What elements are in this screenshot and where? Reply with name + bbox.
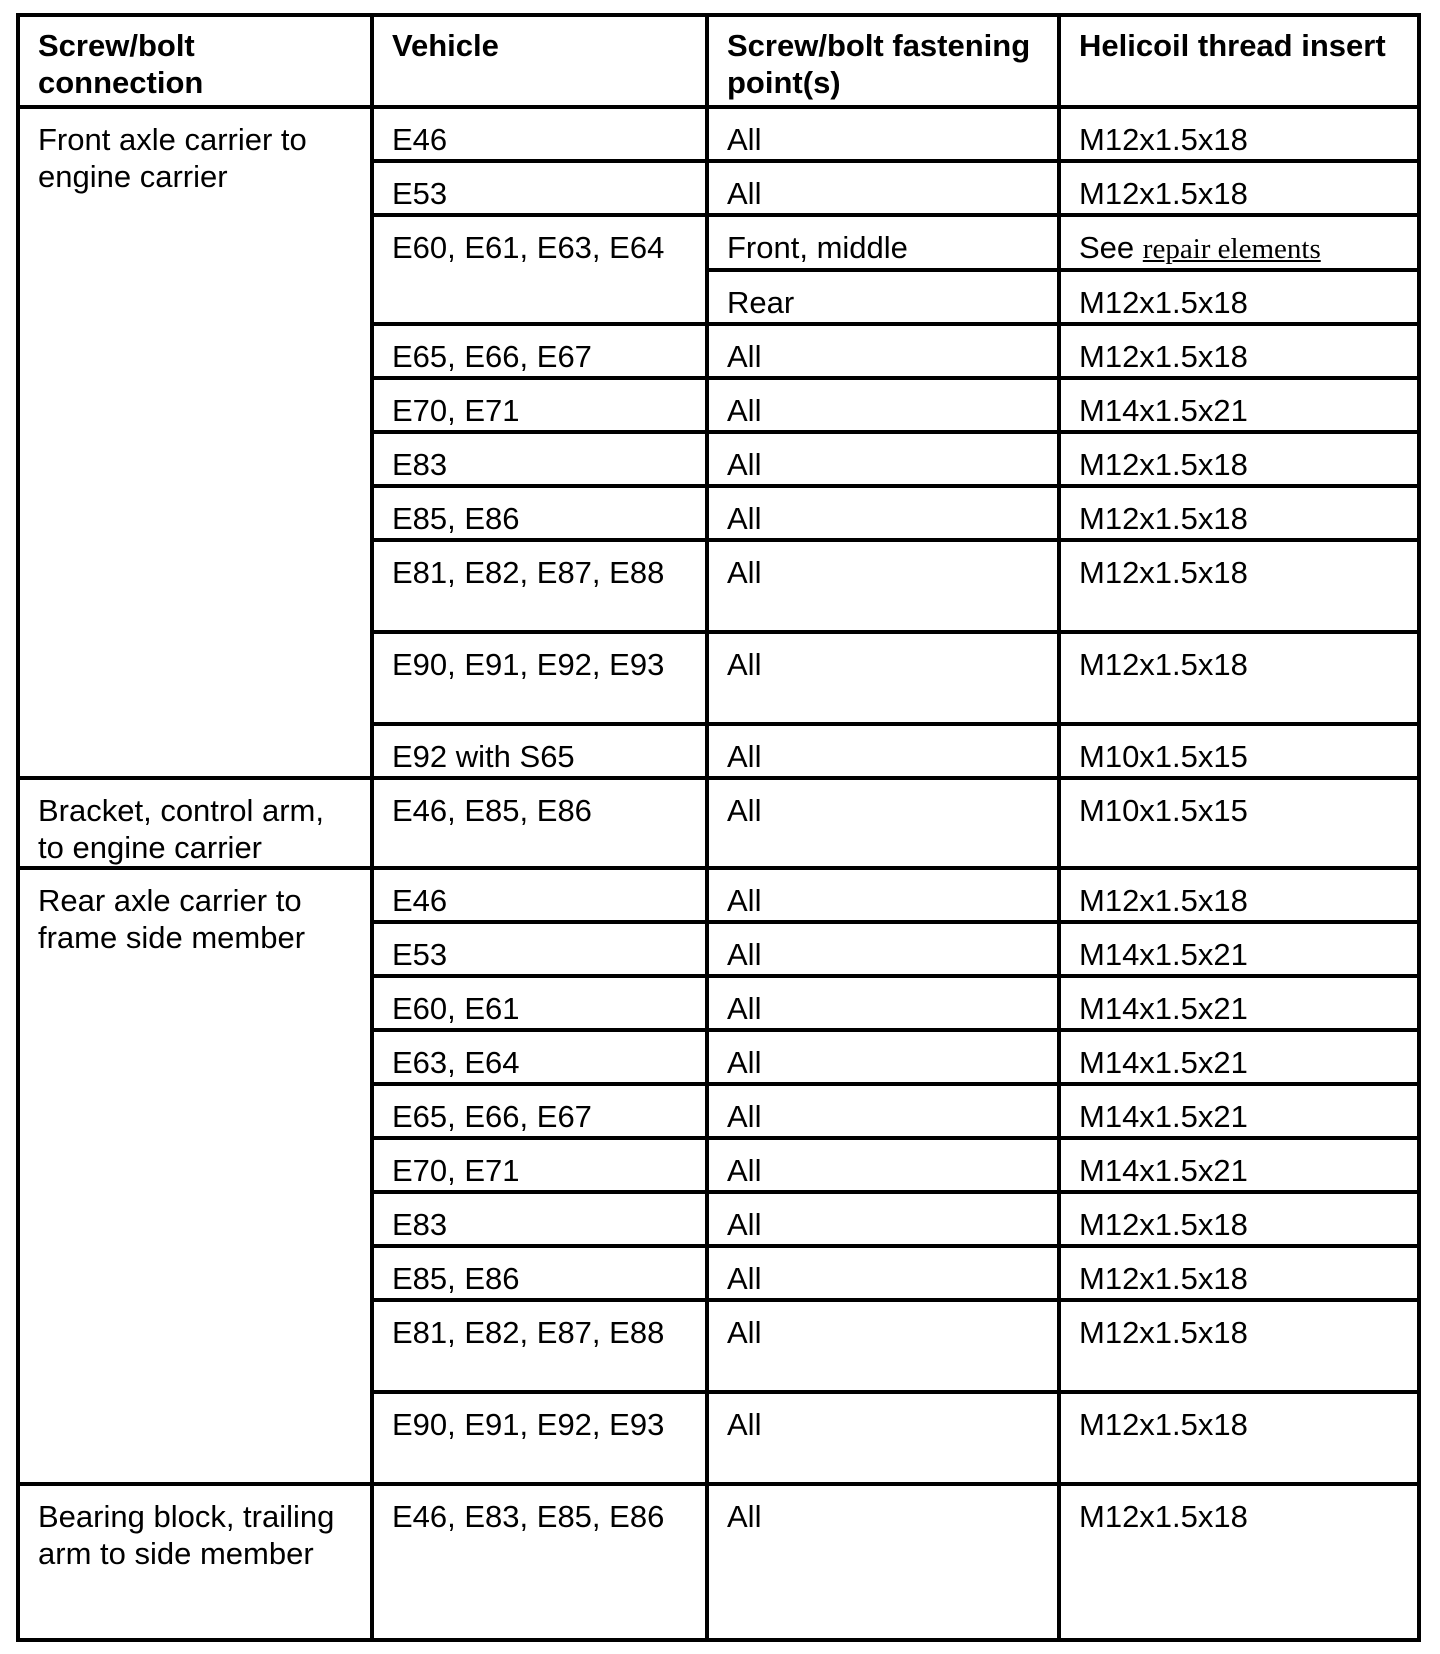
vehicle-cell: E81, E82, E87, E88 [372, 1300, 707, 1392]
fastening-point-cell: All [707, 1484, 1059, 1640]
fastening-point-cell: All [707, 1300, 1059, 1392]
header-connection: Screw/bolt connection [18, 15, 372, 107]
insert-cell: M10x1.5x15 [1059, 778, 1419, 868]
fastening-point-cell: All [707, 922, 1059, 976]
fastening-point-cell: All [707, 778, 1059, 868]
fastening-point-cell: All [707, 107, 1059, 161]
vehicle-cell: E92 with S65 [372, 724, 707, 778]
vehicle-cell: E53 [372, 161, 707, 215]
vehicle-cell: E90, E91, E92, E93 [372, 1392, 707, 1484]
insert-cell [1059, 215, 1419, 270]
vehicle-cell: E83 [372, 1192, 707, 1246]
vehicle-cell: E85, E86 [372, 1246, 707, 1300]
insert-cell: M12x1.5x18 [1059, 486, 1419, 540]
vehicle-cell: E46, E85, E86 [372, 778, 707, 868]
insert-cell: M12x1.5x18 [1059, 1484, 1419, 1640]
fastening-point-cell: All [707, 324, 1059, 378]
insert-prefix: See [1079, 230, 1135, 265]
insert-cell: M14x1.5x21 [1059, 1138, 1419, 1192]
vehicle-cell: E70, E71 [372, 1138, 707, 1192]
vehicle-cell: E46 [372, 107, 707, 161]
vehicle-cell: E63, E64 [372, 1030, 707, 1084]
insert-cell: M14x1.5x21 [1059, 1030, 1419, 1084]
insert-cell: M12x1.5x18 [1059, 107, 1419, 161]
fastening-point-cell: Front, middle [707, 215, 1059, 270]
fastening-point-cell: All [707, 161, 1059, 215]
fastening-point-cell: All [707, 1192, 1059, 1246]
insert-cell: M12x1.5x18 [1059, 161, 1419, 215]
insert-cell: M12x1.5x18 [1059, 632, 1419, 724]
vehicle-cell: E46, E83, E85, E86 [372, 1484, 707, 1640]
fastening-point-cell: All [707, 540, 1059, 632]
connection-cell: Bearing block, trailing arm to side member [18, 1484, 372, 1640]
table-row [18, 1484, 1419, 1640]
insert-cell: M12x1.5x18 [1059, 432, 1419, 486]
insert-cell: M14x1.5x21 [1059, 1084, 1419, 1138]
vehicle-cell: E65, E66, E67 [372, 1084, 707, 1138]
fastening-point-cell: All [707, 486, 1059, 540]
header-fastening-points: Screw/bolt fastening point(s) [707, 15, 1059, 107]
vehicle-cell: E70, E71 [372, 378, 707, 432]
connection-cell: Rear axle carrier to frame side member [18, 868, 372, 1484]
header-row [18, 15, 1419, 107]
fastening-point-cell: All [707, 1030, 1059, 1084]
vehicle-cell: E60, E61, E63, E64 [372, 215, 707, 324]
insert-cell: M12x1.5x18 [1059, 270, 1419, 324]
insert-cell: M12x1.5x18 [1059, 1246, 1419, 1300]
insert-cell: M12x1.5x18 [1059, 324, 1419, 378]
connection-cell: Bracket, control arm, to engine carrier [18, 778, 372, 868]
fastening-point-cell: Rear [707, 270, 1059, 324]
table-row [18, 868, 1419, 922]
fastening-point-cell: All [707, 378, 1059, 432]
vehicle-cell: E65, E66, E67 [372, 324, 707, 378]
fastening-point-cell: All [707, 724, 1059, 778]
insert-cell: M12x1.5x18 [1059, 1300, 1419, 1392]
fastening-point-cell: All [707, 868, 1059, 922]
helicoil-table [16, 13, 1421, 1642]
fastening-point-cell: All [707, 976, 1059, 1030]
insert-cell: M12x1.5x18 [1059, 540, 1419, 632]
vehicle-cell: E83 [372, 432, 707, 486]
vehicle-cell: E53 [372, 922, 707, 976]
repair-elements-link[interactable]: repair elements [1142, 233, 1321, 265]
insert-cell: M14x1.5x21 [1059, 378, 1419, 432]
fastening-point-cell: All [707, 1246, 1059, 1300]
table-row [18, 778, 1419, 868]
fastening-point-cell: All [707, 1138, 1059, 1192]
fastening-point-cell: All [707, 1084, 1059, 1138]
fastening-point-cell: All [707, 632, 1059, 724]
vehicle-cell: E60, E61 [372, 976, 707, 1030]
fastening-point-cell: All [707, 1392, 1059, 1484]
insert-cell: M14x1.5x21 [1059, 976, 1419, 1030]
table-row [18, 107, 1419, 161]
vehicle-cell: E46 [372, 868, 707, 922]
vehicle-cell: E90, E91, E92, E93 [372, 632, 707, 724]
header-vehicle: Vehicle [372, 15, 707, 107]
insert-cell: M12x1.5x18 [1059, 868, 1419, 922]
insert-cell: M12x1.5x18 [1059, 1192, 1419, 1246]
insert-cell: M12x1.5x18 [1059, 1392, 1419, 1484]
fastening-point-cell: All [707, 432, 1059, 486]
header-helicoil-insert: Helicoil thread insert [1059, 15, 1419, 107]
vehicle-cell: E85, E86 [372, 486, 707, 540]
insert-cell: M14x1.5x21 [1059, 922, 1419, 976]
vehicle-cell: E81, E82, E87, E88 [372, 540, 707, 632]
insert-cell: M10x1.5x15 [1059, 724, 1419, 778]
connection-cell: Front axle carrier to engine carrier [18, 107, 372, 778]
